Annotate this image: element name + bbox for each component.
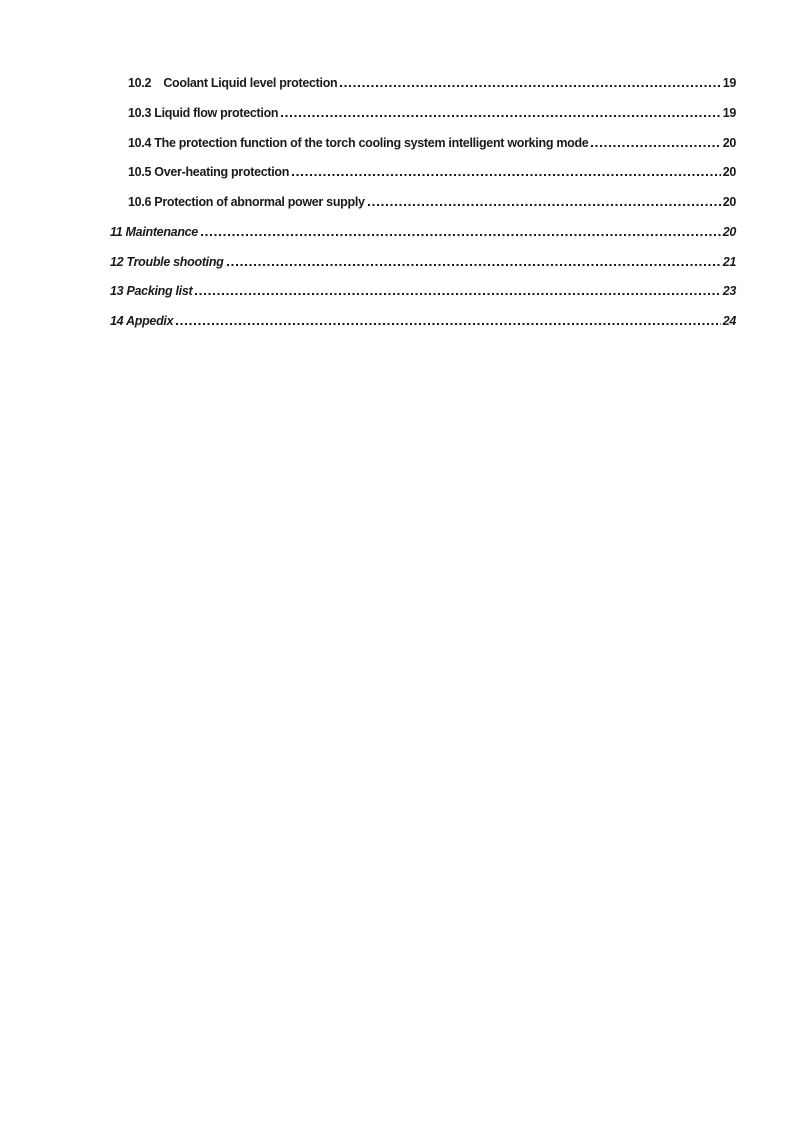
toc-entry-10-3: [110, 106, 736, 136]
dot-leader: [176, 323, 720, 325]
toc-entry-label: 10.5 Over-heating protection: [128, 165, 290, 180]
toc-entry-10-2: [110, 76, 736, 106]
dot-leader: [195, 293, 720, 295]
toc-entry-13: [110, 284, 736, 314]
dot-leader: [340, 85, 720, 87]
toc-entry-10-4: [110, 136, 736, 166]
toc-entry-label: 13 Packing list: [110, 284, 193, 299]
dot-leader: [281, 115, 720, 117]
toc-entry-label: 10.6 Protection of abnormal power supply: [128, 195, 365, 209]
toc-page-number: 20: [722, 224, 736, 239]
toc-entry-label: 10.2 Coolant Liquid level protection: [128, 76, 338, 90]
toc-entry-10-5: [110, 165, 736, 195]
dot-leader: [368, 204, 721, 206]
table-of-contents: [110, 76, 736, 344]
toc-entry-label: 10.4 The protection function of the torch cooling system intelligent working mode: [128, 135, 589, 150]
toc-page-number: 19: [722, 76, 736, 90]
toc-entry-label: 10.3 Liquid flow protection: [128, 105, 279, 120]
toc-page-number: 21: [722, 254, 736, 269]
toc-page-number: 19: [722, 105, 736, 120]
toc-entry-11: [110, 225, 736, 255]
toc-entry-14: [110, 314, 736, 344]
dot-leader: [591, 145, 720, 147]
toc-page-number: 24: [722, 314, 736, 328]
toc-entry-12: [110, 255, 736, 285]
toc-page-number: 20: [722, 195, 736, 209]
dot-leader: [227, 264, 721, 266]
toc-page-number: 20: [722, 165, 736, 180]
dot-leader: [201, 234, 721, 236]
toc-entry-label: 11 Maintenance: [110, 224, 198, 239]
toc-page-number: 20: [722, 135, 736, 150]
toc-entry-label: 12 Trouble shooting: [110, 254, 224, 269]
toc-page-number: 23: [722, 284, 736, 299]
toc-entry-label: 14 Appedix: [110, 314, 174, 328]
toc-entry-10-6: [110, 195, 736, 225]
dot-leader: [292, 174, 721, 176]
